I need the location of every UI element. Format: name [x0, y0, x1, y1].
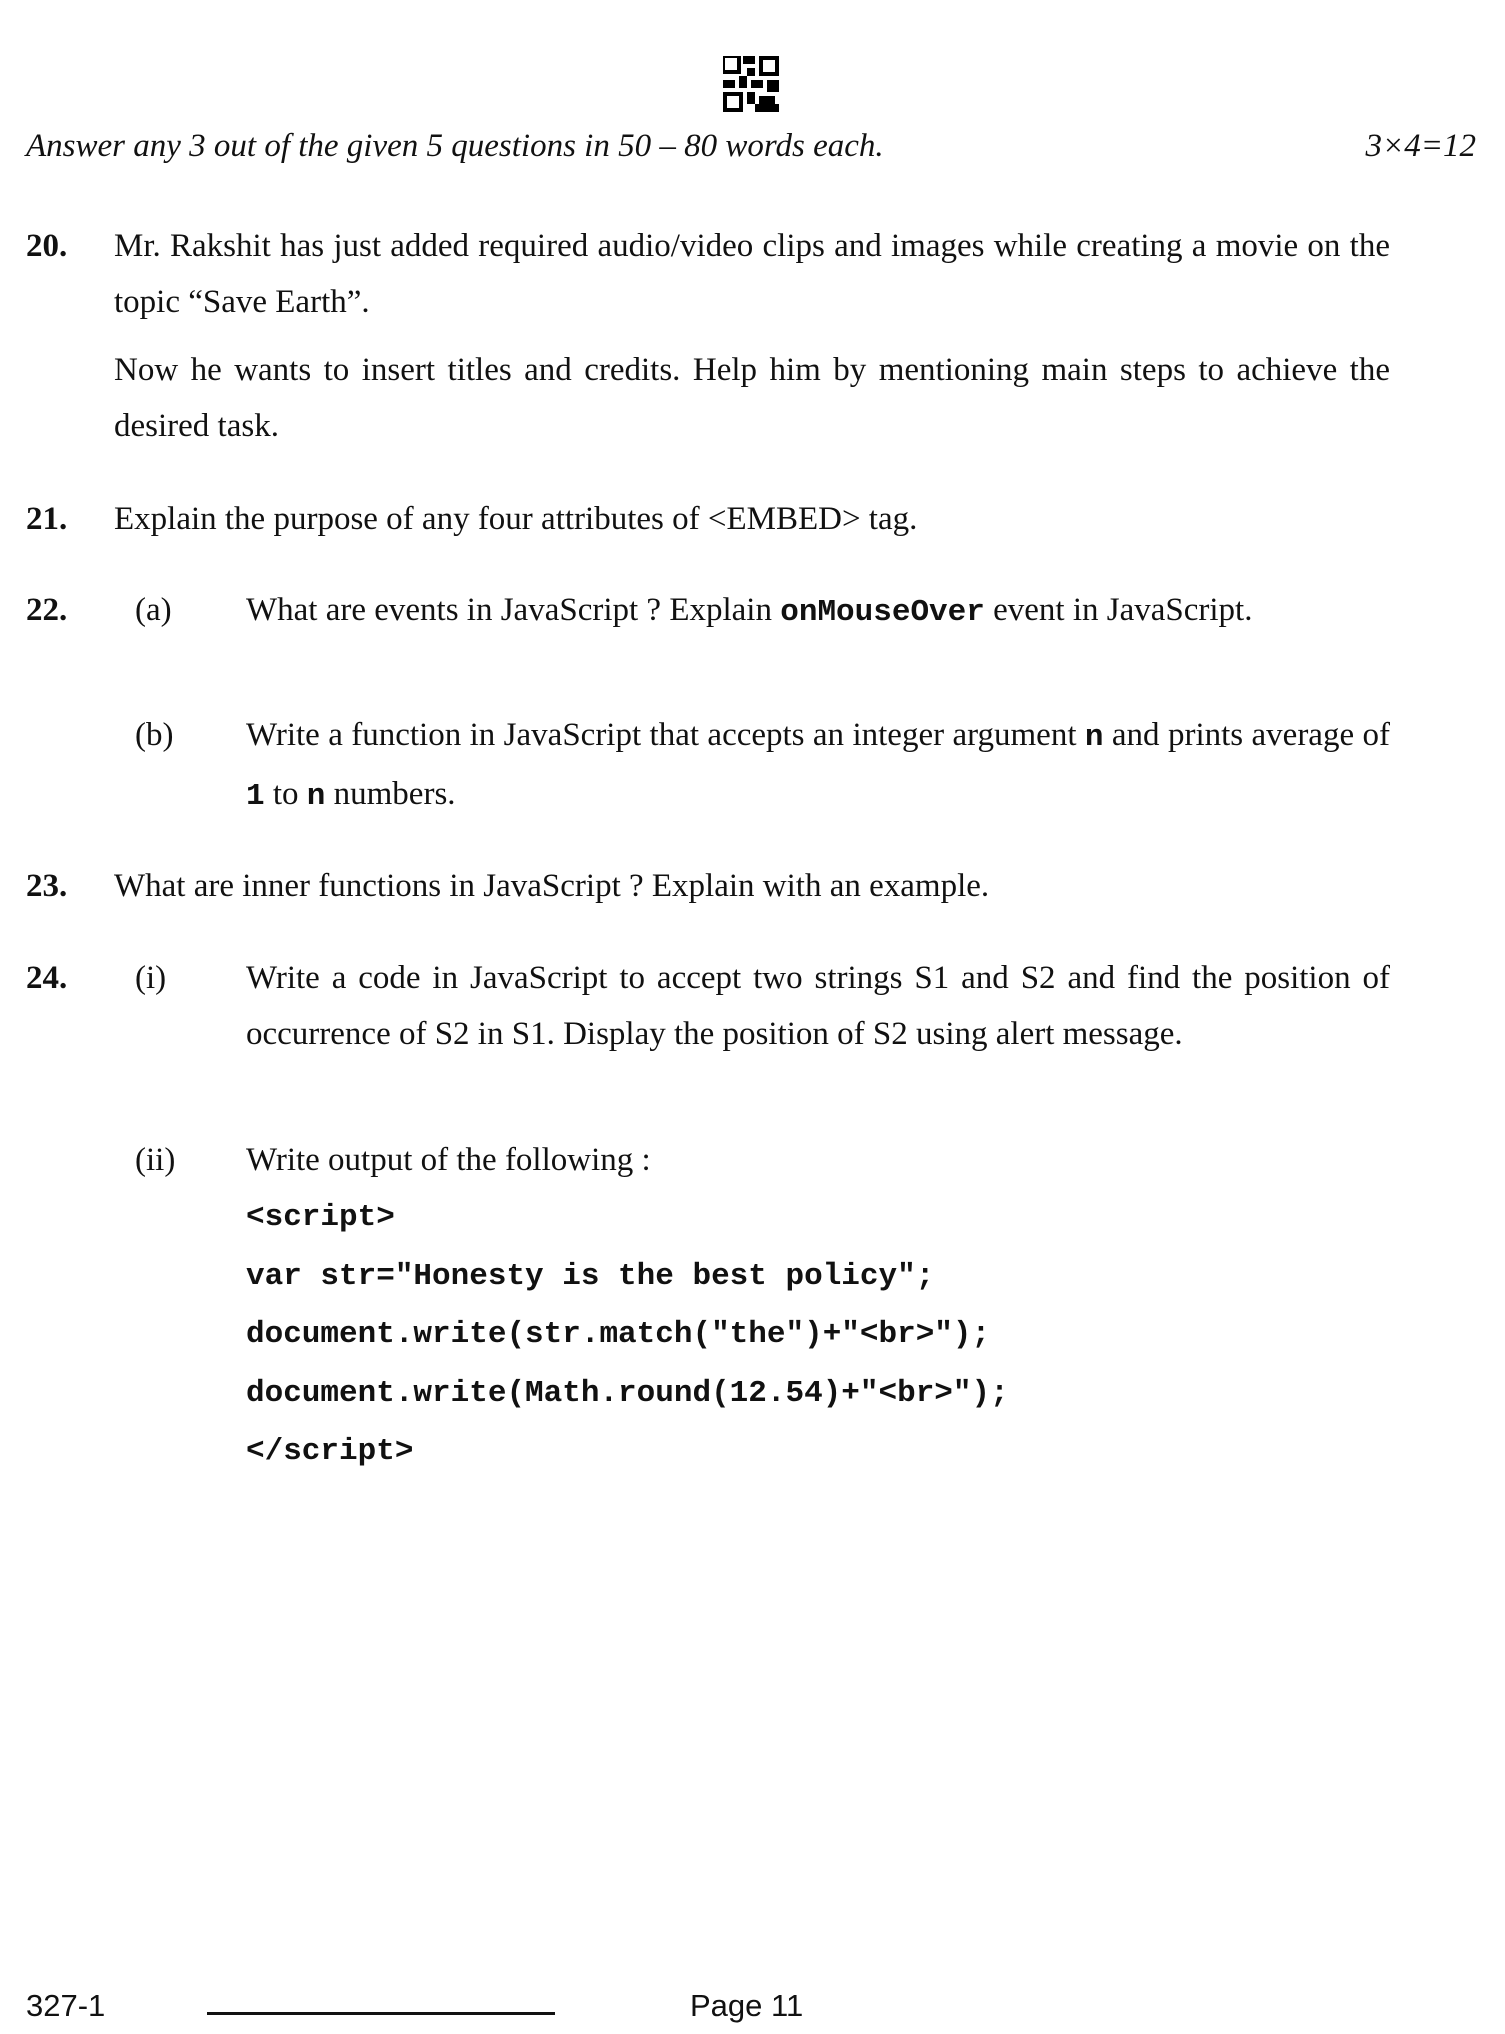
code-line: document.write(str.match("the")+"<br>");: [246, 1317, 991, 1352]
question-22a: [246, 582, 1390, 641]
text: What are events in JavaScript ? Explain: [246, 592, 781, 628]
question-number: 21.: [26, 501, 68, 537]
code-term: 1: [246, 779, 265, 814]
code-line: <script>: [246, 1200, 395, 1235]
question-24ii: Write output of the following :: [246, 1142, 651, 1178]
text: numbers.: [325, 776, 456, 812]
question-paragraph: Mr. Rakshit has just added required audio/video clips and images while creating a movie on the topic “Save Earth”.: [114, 228, 1390, 320]
question-21: Explain the purpose of any four attributes of <EMBED> tag.: [114, 501, 918, 537]
part-label: (b): [135, 717, 174, 753]
part-label: (a): [135, 592, 172, 628]
code-line: document.write(Math.round(12.54)+"<br>");: [246, 1375, 1009, 1411]
text: to: [264, 776, 307, 812]
part-label: (i): [135, 960, 167, 996]
question-paragraph: Now he wants to insert titles and credits. Help him by mentioning main steps to achieve the desired task.: [114, 352, 1390, 444]
text: and prints average of: [1103, 717, 1390, 753]
question-number: 23.: [26, 868, 68, 904]
question-22b: [246, 707, 1390, 825]
question-number: 24.: [26, 960, 68, 996]
question-number: 22.: [26, 592, 68, 628]
question-20: [114, 218, 1390, 466]
paper-code: 327-1: [26, 1988, 106, 2023]
page-number: Page 11: [690, 1988, 804, 2023]
code-term: n: [306, 779, 326, 814]
marks-scheme: 3×4=12: [1365, 128, 1476, 164]
text: Write a function in JavaScript that accepts an integer argument: [246, 717, 1085, 753]
text: event in JavaScript.: [984, 592, 1253, 628]
section-instruction: [26, 128, 1476, 165]
code-block: [246, 1189, 1009, 1482]
code-line: </script>: [246, 1434, 414, 1469]
code-term: n: [1084, 720, 1104, 755]
part-label: (ii): [135, 1142, 176, 1178]
instruction-text: Answer any 3 out of the given 5 questions in 50 – 80 words each.: [26, 128, 884, 164]
code-line: var str="Honesty is the best policy";: [246, 1258, 935, 1294]
footer-rule: [207, 2012, 555, 2015]
question-24i: Write a code in JavaScript to accept two strings S1 and S2 and find the position of occurrence of S2 in S1. Display the position of S2 using alert message.: [246, 960, 1390, 1052]
question-23: What are inner functions in JavaScript ? Explain with an example.: [114, 868, 990, 904]
qr-code-icon: [723, 56, 779, 112]
code-term: onMouseOver: [780, 595, 985, 630]
question-number: 20.: [26, 228, 68, 264]
